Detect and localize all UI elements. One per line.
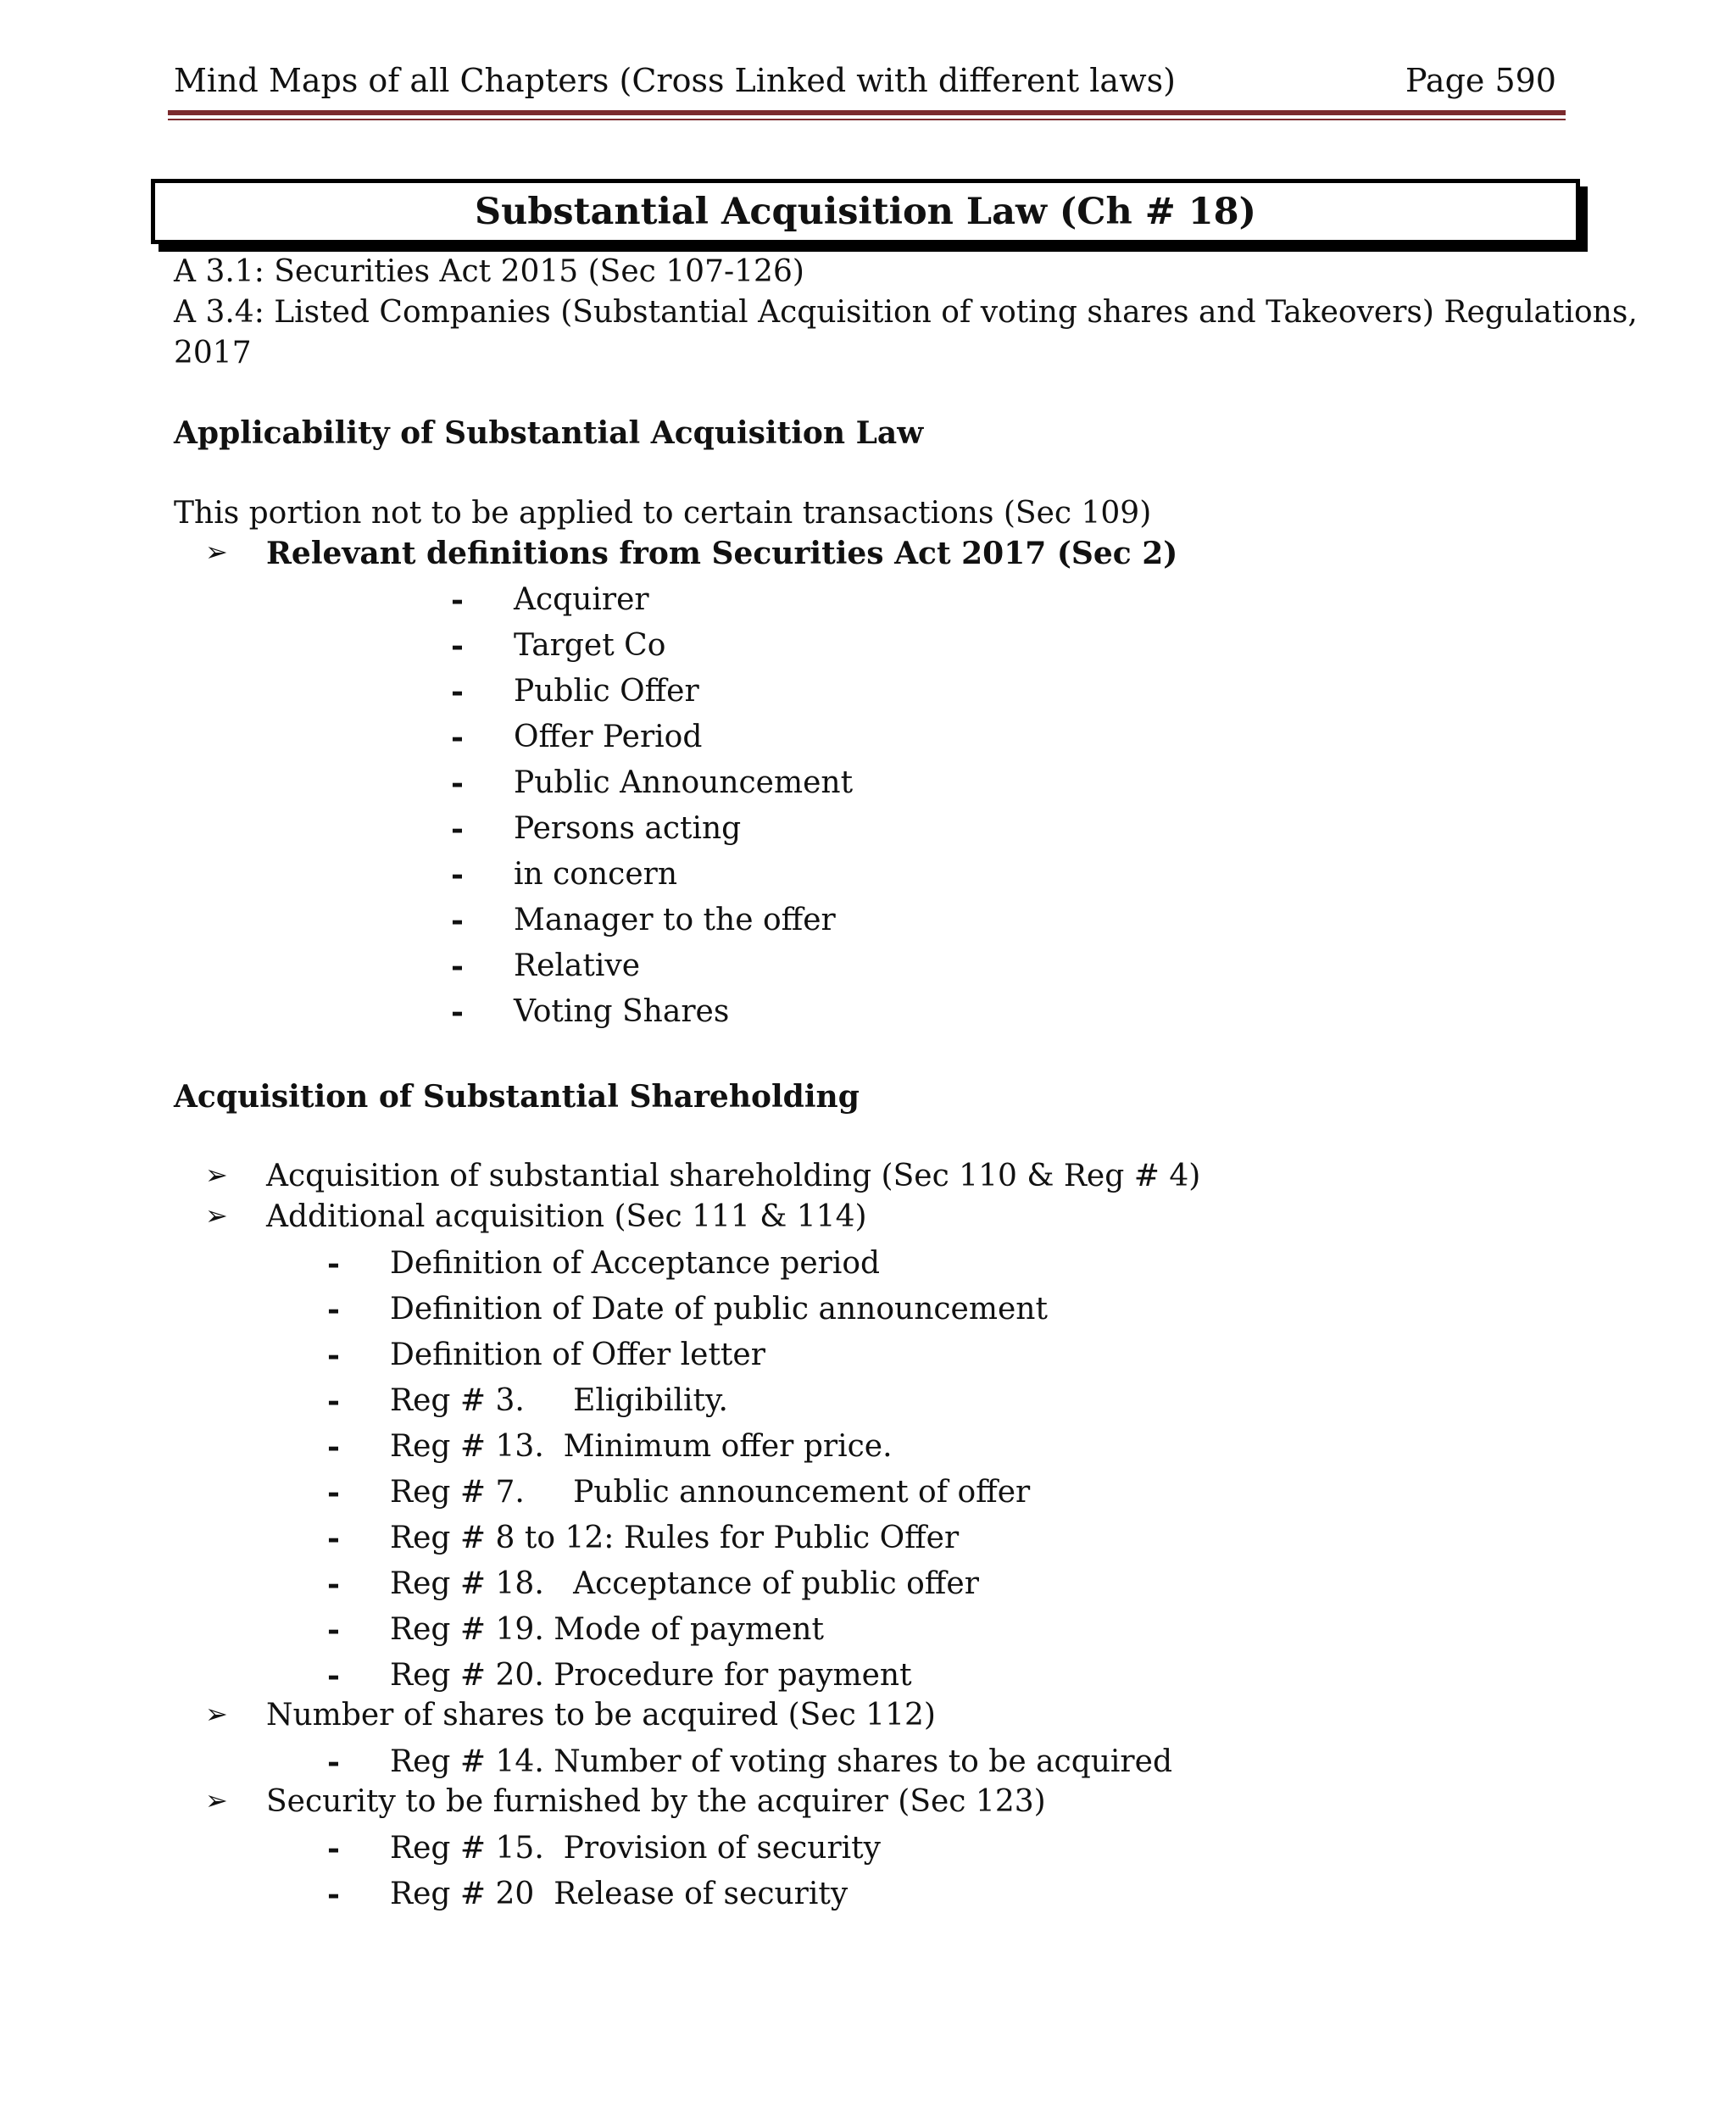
- dash-bullet-icon: -: [327, 1246, 340, 1282]
- dash-bullet-icon: -: [451, 994, 464, 1030]
- list-item: Reg # 19. Mode of payment: [390, 1612, 824, 1647]
- dash-bullet-icon: -: [327, 1658, 340, 1694]
- list-item: Reg # 13. Minimum offer price.: [390, 1429, 893, 1464]
- dash-bullet-icon: -: [327, 1383, 340, 1419]
- dash-bullet-icon: -: [451, 903, 464, 938]
- dash-bullet-icon: -: [327, 1744, 340, 1780]
- bullet-text: Acquisition of substantial shareholding (Sec 110 & Reg # 4): [266, 1159, 1201, 1193]
- list-item: Reg # 3. Eligibility.: [390, 1383, 728, 1418]
- reference-line: 2017: [174, 336, 252, 370]
- intro-text: This portion not to be applied to certain transactions (Sec 109): [174, 496, 1152, 531]
- list-item: in concern: [514, 857, 678, 892]
- bullet-text: Additional acquisition (Sec 111 & 114): [266, 1199, 867, 1234]
- list-item: Reg # 20 Release of security: [390, 1877, 849, 1911]
- header-rule-thick: [168, 110, 1566, 115]
- list-item: Public Announcement: [514, 765, 854, 800]
- dash-bullet-icon: -: [327, 1292, 340, 1327]
- dash-bullet-icon: -: [327, 1429, 340, 1465]
- dash-bullet-icon: -: [327, 1877, 340, 1912]
- arrow-bullet-icon: ➢: [205, 1784, 228, 1816]
- bullet-text: Number of shares to be acquired (Sec 112): [266, 1698, 936, 1733]
- dash-bullet-icon: -: [327, 1338, 340, 1373]
- page-number: Page 590: [1405, 62, 1556, 99]
- list-item: Reg # 20. Procedure for payment: [390, 1658, 912, 1693]
- reference-line: A 3.4: Listed Companies (Substantial Acquisition of voting shares and Takeovers) Regulations,: [174, 295, 1638, 330]
- list-item: Reg # 7. Public announcement of offer: [390, 1475, 1031, 1510]
- list-item: Persons acting: [514, 811, 742, 846]
- dash-bullet-icon: -: [451, 948, 464, 984]
- dash-bullet-icon: -: [451, 720, 464, 755]
- section-heading: Applicability of Substantial Acquisition Law: [174, 415, 924, 451]
- arrow-bullet-icon: ➢: [205, 536, 228, 568]
- reference-line: A 3.1: Securities Act 2015 (Sec 107-126): [174, 254, 804, 289]
- dash-bullet-icon: -: [451, 811, 464, 847]
- dash-bullet-icon: -: [327, 1521, 340, 1556]
- list-item: Reg # 15. Provision of security: [390, 1831, 881, 1866]
- list-item: Acquirer: [514, 582, 649, 617]
- dash-bullet-icon: -: [451, 582, 464, 618]
- list-item: Manager to the offer: [514, 903, 836, 937]
- list-item: Definition of Date of public announcement: [390, 1292, 1048, 1327]
- arrow-bullet-icon: ➢: [205, 1159, 228, 1191]
- list-item: Target Co: [514, 628, 666, 663]
- list-item: Reg # 8 to 12: Rules for Public Offer: [390, 1521, 960, 1555]
- list-item: Definition of Acceptance period: [390, 1246, 881, 1281]
- chapter-title: Substantial Acquisition Law (Ch # 18): [475, 190, 1256, 233]
- arrow-bullet-icon: ➢: [205, 1698, 228, 1730]
- list-item: Public Offer: [514, 674, 699, 709]
- bullet-text: Security to be furnished by the acquirer (Sec 123): [266, 1784, 1046, 1819]
- dash-bullet-icon: -: [327, 1612, 340, 1648]
- list-item: Voting Shares: [514, 994, 730, 1029]
- list-item: Definition of Offer letter: [390, 1338, 765, 1372]
- dash-bullet-icon: -: [451, 765, 464, 801]
- header-rule-thin: [168, 119, 1566, 120]
- bullet-text: Relevant definitions from Securities Act 2017 (Sec 2): [266, 536, 1178, 571]
- chapter-title-box: [151, 179, 1580, 244]
- dash-bullet-icon: -: [451, 674, 464, 709]
- dash-bullet-icon: -: [327, 1831, 340, 1866]
- list-item: Reg # 18. Acceptance of public offer: [390, 1566, 979, 1601]
- list-item: Offer Period: [514, 720, 703, 754]
- dash-bullet-icon: -: [327, 1566, 340, 1602]
- list-item: Relative: [514, 948, 641, 983]
- dash-bullet-icon: -: [451, 628, 464, 664]
- list-item: Reg # 14. Number of voting shares to be acquired: [390, 1744, 1172, 1779]
- section-heading: Acquisition of Substantial Shareholding: [174, 1079, 860, 1115]
- dash-bullet-icon: -: [327, 1475, 340, 1510]
- dash-bullet-icon: -: [451, 857, 464, 893]
- arrow-bullet-icon: ➢: [205, 1199, 228, 1232]
- page-header-title: Mind Maps of all Chapters (Cross Linked with different laws): [174, 62, 1176, 99]
